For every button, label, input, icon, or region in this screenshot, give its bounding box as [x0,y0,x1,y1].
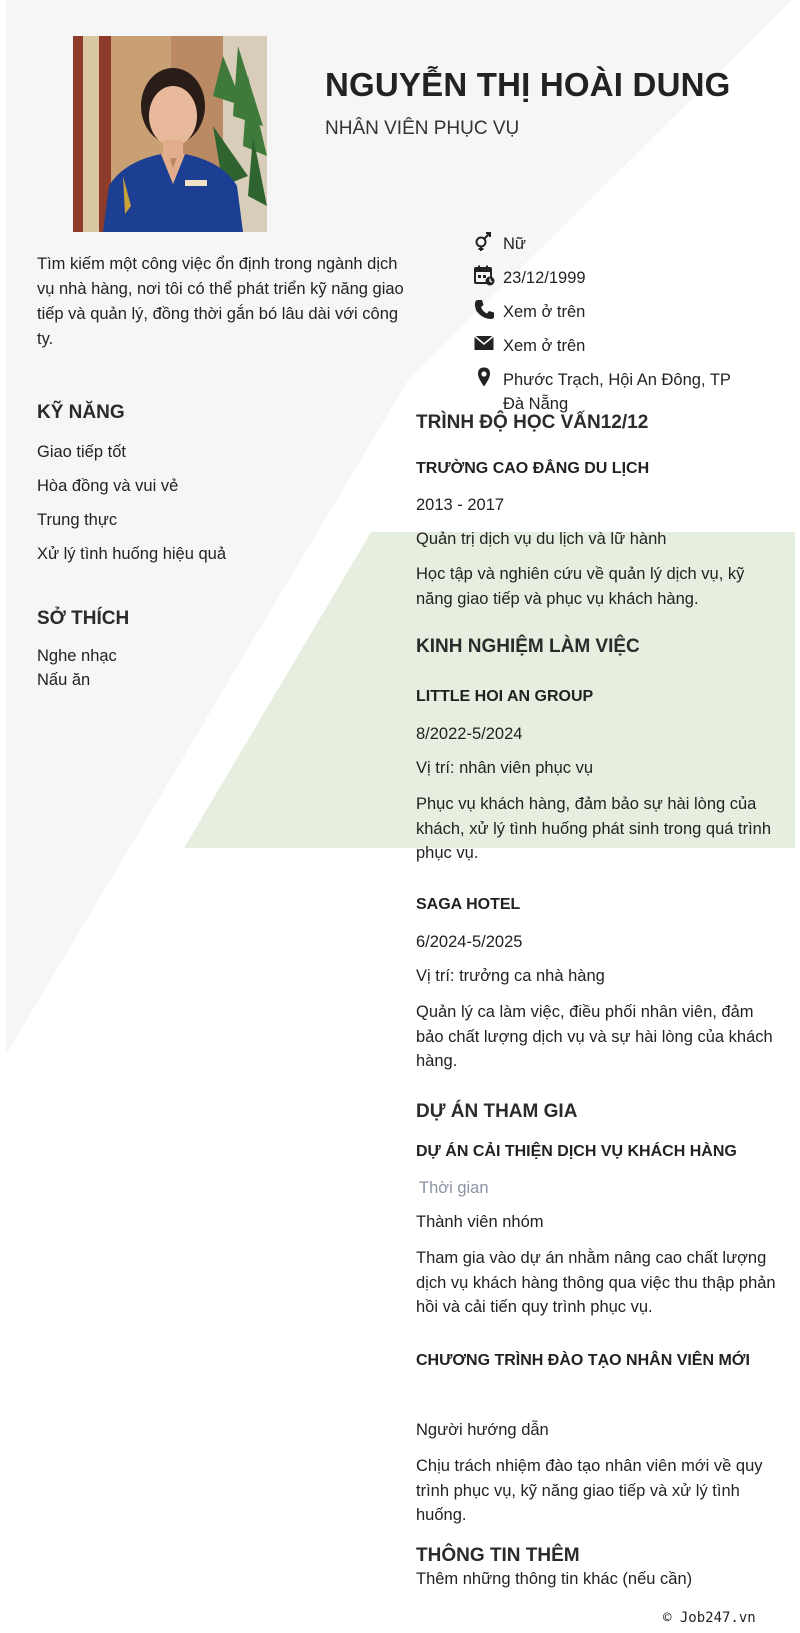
contact-email [473,332,753,356]
gender-icon [473,230,495,252]
projects-title: DỰ ÁN THAM GIA [416,1101,578,1122]
additional-title: THÔNG TIN THÊM [416,1545,580,1566]
company-name: SAGA HOTEL [416,896,521,913]
hobby-item: Nghe nhạc [37,647,117,665]
copyright-footer: © Job247.vn [663,1610,756,1626]
project-role: Người hướng dẫn [416,1421,549,1439]
education-major: Quản trị dịch vụ du lịch và lữ hành [416,530,667,548]
education-period: 2013 - 2017 [416,496,505,514]
project-name: CHƯƠNG TRÌNH ĐÀO TẠO NHÂN VIÊN MỚI [416,1352,750,1369]
job-period: 6/2024-5/2025 [416,933,523,951]
school-name: TRƯỜNG CAO ĐẲNG DU LỊCH [416,460,650,477]
email-icon [473,332,495,354]
location-icon [473,366,495,388]
profile-photo [73,36,267,232]
project-name: DỰ ÁN CẢI THIỆN DỊCH VỤ KHÁCH HÀNG [416,1143,737,1160]
project-description: Chịu trách nhiệm đào tạo nhân viên mới về quy trình phục vụ, kỹ năng giao tiếp và xử lý tình huống. [416,1457,763,1524]
job-role: Vị trí: trưởng ca nhà hàng [416,967,605,985]
career-objective: Tìm kiếm một công việc ổn định trong ngành dịch vụ nhà hàng, nơi tôi có thể phát triển kỹ năng giao tiếp và quản lý, đồng thời gắn bó lâu dài với công ty. [37,255,404,348]
project-description: Tham gia vào dự án nhằm nâng cao chất lượng dịch vụ khách hàng thông qua việc thu thập phản hồi và cải tiến quy trình phục vụ. [416,1249,776,1316]
job-description: Quản lý ca làm việc, điều phối nhân viên, đảm bảo chất lượng dịch vụ và sự hài lòng của khách hàng. [416,1003,773,1070]
project-role: Thành viên nhóm [416,1213,544,1231]
hobbies-title: SỞ THÍCH [37,608,130,629]
contact-birthday-text: 23/12/1999 [503,269,586,287]
contact-gender-text: Nữ [503,235,526,253]
candidate-name: NGUYỄN THỊ HOÀI DUNG [325,66,731,103]
contact-address-text: Phước Trạch, Hội An Đông, TP Đà Nẵng [503,371,731,413]
contact-phone-text: Xem ở trên [503,303,586,321]
contact-birthday [473,264,753,288]
additional-text: Thêm những thông tin khác (nếu cần) [416,1570,693,1588]
contact-email-text: Xem ở trên [503,337,586,355]
skill-item: Xử lý tình huống hiệu quả [37,545,227,563]
candidate-position: NHÂN VIÊN PHỤC VỤ [325,118,520,139]
skill-item: Giao tiếp tốt [37,443,126,461]
job-role: Vị trí: nhân viên phục vụ [416,759,594,777]
contact-address [473,366,753,414]
phone-icon [473,298,495,320]
hobby-item: Nấu ăn [37,671,91,689]
project-time: Thời gian [419,1179,489,1197]
calendar-icon [473,264,495,286]
skills-title: KỸ NĂNG [37,402,125,423]
job-period: 8/2022-5/2024 [416,725,523,743]
company-name: LITTLE HOI AN GROUP [416,688,594,705]
skill-item: Trung thực [37,511,118,529]
experience-title: KINH NGHIỆM LÀM VIỆC [416,636,640,657]
education-description: Học tập và nghiên cứu về quản lý dịch vụ, kỹ năng giao tiếp và phục vụ khách hàng. [416,565,745,608]
contact-phone [473,298,753,322]
education-title: TRÌNH ĐỘ HỌC VẤN12/12 [416,412,649,433]
job-description: Phục vụ khách hàng, đảm bảo sự hài lòng của khách, xử lý tình huống phát sinh trong quá trình phục vụ. [416,795,772,862]
skill-item: Hòa đồng và vui vẻ [37,477,179,495]
contact-gender [473,230,753,254]
